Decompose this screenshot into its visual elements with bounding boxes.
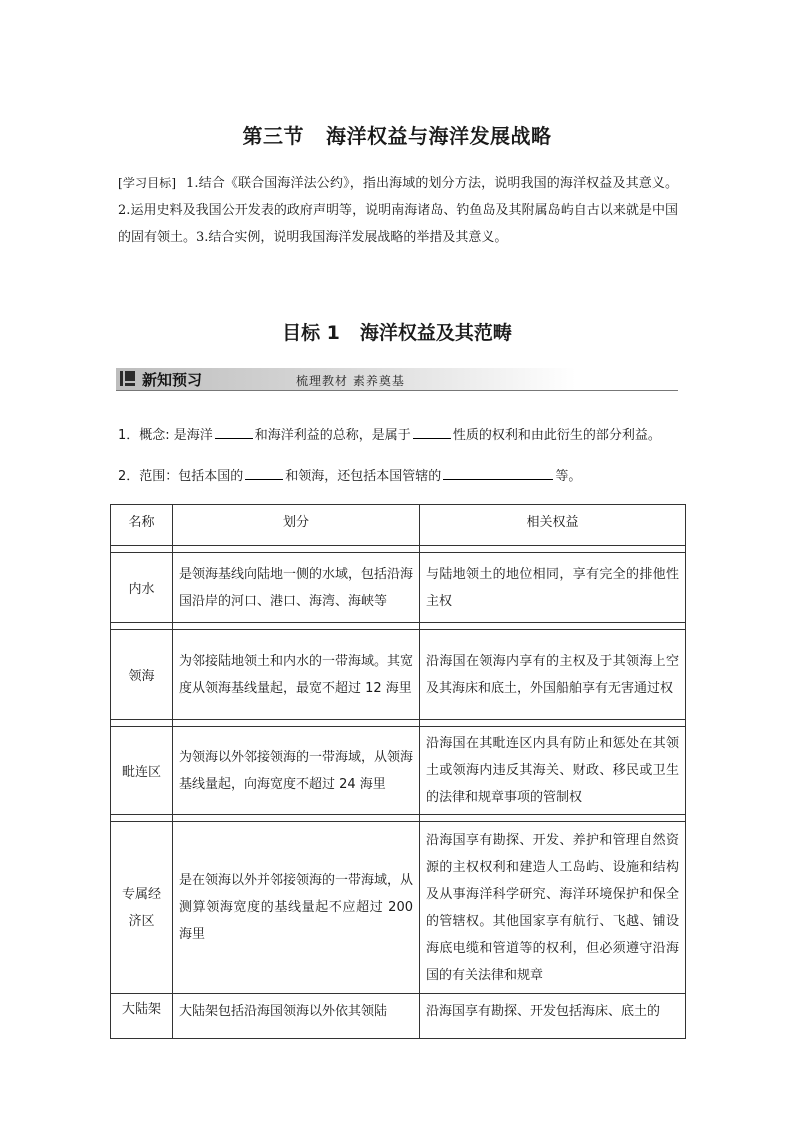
section-heading: 海洋权益及其范畴 [359, 322, 512, 344]
fill-blank[interactable] [443, 465, 553, 480]
question-item [118, 424, 661, 443]
objectives-label: [学习目标] [118, 176, 177, 190]
fill-blank[interactable] [413, 424, 451, 439]
item-text: 范围：包括本国的 [139, 469, 244, 484]
table-row [111, 727, 686, 815]
banner-subtitle: 梳理教材 素养奠基 [296, 374, 405, 388]
item-text: 等。 [555, 469, 582, 484]
header-division: 划分 [173, 505, 420, 546]
item-number: 1． [118, 428, 140, 443]
header-name: 名称 [111, 505, 173, 546]
item-text: 性质的权利和由此衍生的部分利益。 [452, 428, 661, 443]
section-number: 目标 1 [282, 322, 340, 344]
page-title-section: 第三节 [242, 124, 304, 148]
cell-name: 领海 [111, 630, 173, 720]
table-header-row [111, 505, 686, 546]
banner-title: 新知预习 [142, 371, 203, 389]
header-rights: 相关权益 [420, 505, 686, 546]
objectives-text: 1.结合《联合国海洋法公约》，指出海域的划分方法，说明我国的海洋权益及其意义。2.运用史料及我国公开发表的政府声明等，说明南海诸岛、钓鱼岛及其附属岛屿自古以来就是中国的固有领土。3.结合实例，说明我国海洋发展战略的举措及其意义。 [118, 176, 678, 245]
cell-rights: 沿海国享有勘探、开发、养护和管理自然资源的主权权利和建造人工岛屿、设施和结构及从事海洋科学研究、海洋环境保护和保全的管辖权。其他国家享有航行、飞越、铺设海底电缆和管道等的权利，但必须遵守沿海国的有关法律和规章 [420, 822, 686, 994]
cell-rights: 沿海国在领海内享有的主权及于其领海上空及其海床和底土，外国船舶享有无害通过权 [420, 630, 686, 720]
item-text: 和海洋利益的总称，是属于 [254, 428, 411, 443]
preview-banner [116, 368, 678, 391]
table-row [111, 553, 686, 623]
cell-name: 内水 [111, 553, 173, 623]
item-text: 和领海，还包括本国管辖的 [285, 469, 442, 484]
fill-blank[interactable] [245, 465, 283, 480]
table-row [111, 994, 686, 1039]
item-number: 2． [118, 469, 140, 484]
cell-name: 大陆架 [111, 994, 173, 1039]
cell-division: 大陆架包括沿海国领海以外依其领陆 [173, 994, 420, 1039]
table-row [111, 822, 686, 994]
cell-division: 为邻接陆地领土和内水的一带海域。其宽度从领海基线量起，最宽不超过 12 海里 [173, 630, 420, 720]
cell-rights: 与陆地领土的地位相同，享有完全的排他性主权 [420, 553, 686, 623]
cell-division: 是领海基线向陆地一侧的水域，包括沿海国沿岸的河口、港口、海湾、海峡等 [173, 553, 420, 623]
item-text: 概念: 是海洋 [139, 428, 213, 443]
question-item [118, 465, 581, 484]
book-icon [120, 371, 135, 386]
page-title [0, 120, 794, 149]
cell-division: 为领海以外邻接领海的一带海域，从领海基线量起，向海宽度不超过 24 海里 [173, 727, 420, 815]
cell-division: 是在领海以外并邻接领海的一带海域，从测算领海宽度的基线量起不应超过 200 海里 [173, 822, 420, 994]
fill-blank[interactable] [215, 424, 253, 439]
maritime-rights-table [110, 504, 686, 1039]
cell-name: 毗连区 [111, 727, 173, 815]
learning-objectives [118, 170, 678, 251]
section-title [0, 318, 794, 345]
page-title-text: 海洋权益与海洋发展战略 [326, 124, 552, 148]
cell-rights: 沿海国在其毗连区内具有防止和惩处在其领土或领海内违反其海关、财政、移民或卫生的法律和规章事项的管制权 [420, 727, 686, 815]
cell-name: 专属经济区 [111, 822, 173, 994]
cell-rights: 沿海国享有勘探、开发包括海床、底土的 [420, 994, 686, 1039]
table-row [111, 630, 686, 720]
